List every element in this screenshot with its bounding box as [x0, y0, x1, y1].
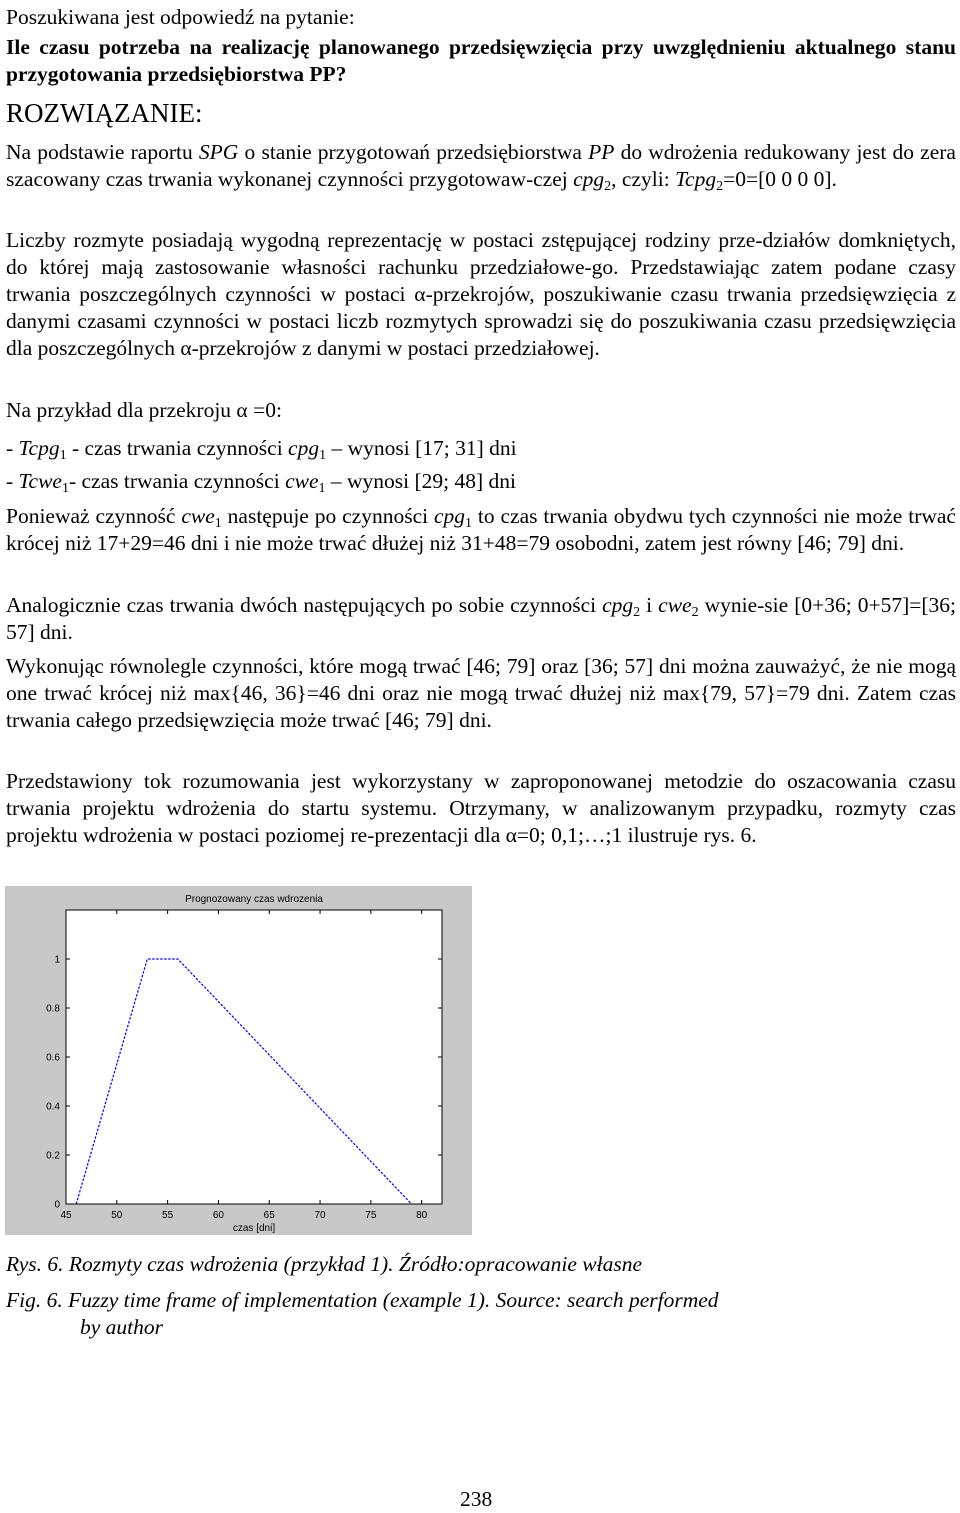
paragraph-1: Na podstawie raportu SPG o stanie przygotowań przedsiębiorstwa PP do wdrożenia redukowany jest do zera szacowany czas trwania wykonanej czynności przygotowaw-czej cpg$_2$, czyli: Tcpg$_2$=0=[0 0 0 0]. — [6, 139, 956, 193]
caption-en-line-1: Fig. 6. Fuzzy time frame of implementation (example 1). Source: search performed — [6, 1287, 719, 1314]
paragraph-7: Przedstawiony tok rozumowania jest wykorzystany w zaproponowanej metodzie do oszacowania czasu trwania projektu wdrożenia do startu systemu. Otrzymany, w analizowanym przypadku, rozmyty czas projektu wdrożenia w postaci poziomej re-prezentacji dla α=0; 0,1;…;1 ilustruje rys. 6. — [6, 768, 956, 849]
figure-6 — [5, 886, 472, 1235]
x-tick-label: 55 — [162, 1210, 174, 1221]
fuzzy-time-chart — [5, 886, 472, 1235]
lead-text: Poszukiwana jest odpowiedź na pytanie: — [6, 4, 956, 31]
y-tick-label: 0.8 — [46, 1004, 60, 1015]
y-tick-label: 0.6 — [46, 1053, 60, 1064]
paragraph-4: Ponieważ czynność cwe$_1$ następuje po czynności cpg$_1$ to czas trwania obydwu tych czynności nie może trwać krócej niż 17+29=46 dni i nie może trwać dłużej niż 31+48=79 osobodni, zatem jest równy [46; 79] dni. — [6, 503, 956, 557]
section-heading: ROZWIĄZANIE: — [6, 96, 956, 130]
question-text: Ile czasu potrzeba na realizację planowanego przedsięwzięcia przy uwzględnieniu aktualnego stanu przygotowania przedsiębiorstwa PP? — [6, 34, 956, 88]
x-tick-label: 45 — [60, 1210, 72, 1221]
y-tick-label: 0.4 — [46, 1102, 60, 1113]
x-tick-label: 70 — [314, 1210, 326, 1221]
paragraph-6: Wykonując równolegle czynności, które mogą trwać [46; 79] oraz [36; 57] dni można zauważyć, że nie mogą one trwać krócej niż max{46, 36}=46 dni oraz nie mogą trwać dłużej niż max{79, 57}=79 dni. Zatem czas trwania całego przedsięwzięcia może trwać [46; 79] dni. — [6, 653, 956, 734]
caption-en-line-2: by author — [80, 1314, 163, 1341]
list-item-tcpg: - Tcpg$_1$ - czas trwania czynności cpg$_1$ – wynosi [17; 31] dni — [6, 435, 517, 462]
x-tick-label: 50 — [111, 1210, 123, 1221]
y-tick-label: 0 — [54, 1200, 60, 1211]
x-tick-label: 65 — [264, 1210, 276, 1221]
paragraph-5: Analogicznie czas trwania dwóch następujących po sobie czynności cpg$_2$ i cwe$_2$ wynie-sie [0+36; 0+57]=[36; 57] dni. — [6, 592, 956, 646]
x-tick-label: 75 — [365, 1210, 377, 1221]
paragraph-3: Na przykład dla przekroju α =0: — [6, 397, 956, 424]
list-item-tcwe: - Tcwe$_1$- czas trwania czynności cwe$_1$ – wynosi [29; 48] dni — [6, 468, 516, 495]
caption-pl: Rys. 6. Rozmyty czas wdrożenia (przykład 1). Źródło:opracowanie własne — [6, 1251, 642, 1278]
x-axis-label: czas [dni] — [233, 1223, 275, 1234]
chart-title: Prognozowany czas wdrozenia — [185, 894, 323, 905]
y-tick-label: 0.2 — [46, 1151, 60, 1162]
x-tick-label: 80 — [416, 1210, 428, 1221]
x-tick-label: 60 — [213, 1210, 225, 1221]
paragraph-2: Liczby rozmyte posiadają wygodną reprezentację w postaci zstępującej rodziny prze-działów domkniętych, do której mają zastosowanie własności rachunku przedziałowe-go. Przedstawiając zatem podane czasy trwania poszczególnych czynności w postaci α-przekrojów, poszukiwanie czasu trwania przedsięwzięcia z danymi czasami czynności w postaci liczb rozmytych sprowadzi się do poszukiwania czasu przedsięwzięcia dla poszczególnych α-przekrojów z danymi w postaci przedziałowej. — [6, 227, 956, 362]
plot-area — [66, 910, 442, 1204]
page-number: 238 — [460, 1486, 492, 1513]
y-tick-label: 1 — [54, 955, 60, 966]
